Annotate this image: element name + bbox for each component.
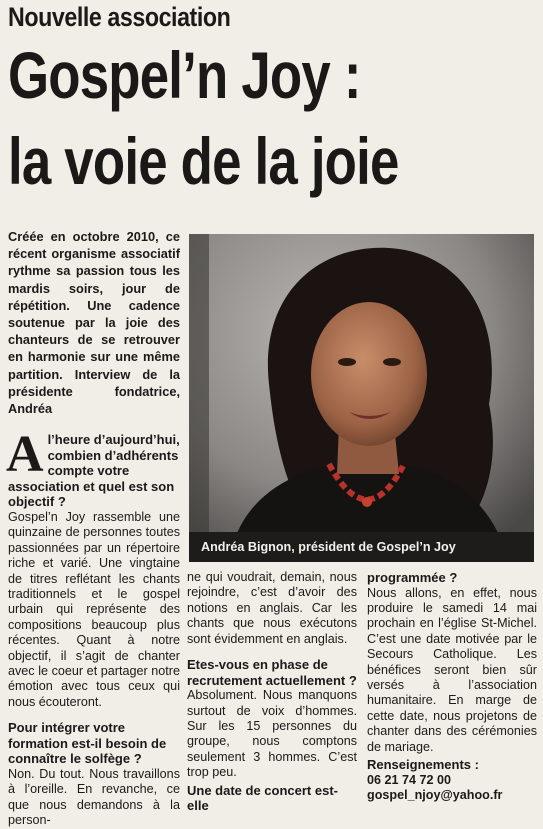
answer-3: Absolument. Nous manquons surtout de voix d’hommes. Sur les 15 personnes du groupe, nous comptons seulement 3 hommes. C’est trop peu. bbox=[187, 688, 357, 780]
kicker: Nouvelle association bbox=[8, 2, 231, 32]
question-3: Etes-vous en phase de recrutement actuellement ? bbox=[187, 657, 357, 688]
drop-cap: A bbox=[6, 426, 44, 483]
answer-4: Nous allons, en effet, nous produire le samedi 14 mai prochain en l’église St-Michel. C’est une date motivée par le Secours Catholique. Les bénéfices seront bien sûr versés à l’association humanitaire. En marge de cette date, nous projetons de chanter dans des cérémonies de mariage. bbox=[367, 585, 537, 754]
headline-line-2: la voie de la joie bbox=[8, 124, 399, 198]
question-4-continued: programmée ? bbox=[367, 570, 458, 585]
answer-1: Gospel’n Joy rassemble une quinzaine de personnes toutes passionnées par un répertoire riche et varié. Une vingtaine de titres reflétant les chants traditionnels et le gospel urbain qui représente des compositions beaucoup plus récentes. Quant à notre objectif, il s’agit de chanter avec le coeur et partager notre émotion avec tous ceux qui nous écouteront. bbox=[8, 509, 180, 709]
intro-text: Créée en octobre 2010, ce récent organisme associatif rythme sa passion tous les mardis soirs, jour de répétition. Une cadence soutenue par la joie des chanteurs de se retrouver en harmonie sur une même partition. Interview de la présidente fondatrice, Andréa bbox=[8, 229, 180, 417]
phone-number: 06 21 74 72 00 bbox=[367, 772, 452, 787]
photo-caption: Andréa Bignon, président de Gospel’n Joy bbox=[189, 532, 534, 562]
question-1-text: l’heure d’aujourd’hui, combien d’adhérents compte votre association et quel est son objectif ? bbox=[8, 432, 180, 510]
column-3 bbox=[367, 570, 537, 803]
column-2 bbox=[187, 570, 357, 814]
question-2: Pour intégrer votre formation est-il besoin de connaître le solfège ? bbox=[8, 720, 167, 767]
answer-2-continued: ne qui voudrait, demain, nous rejoindre, c’est d’avoir des notions en anglais. Car les chants que nous exécutons sont évidemment en anglais. bbox=[187, 570, 357, 646]
photo bbox=[189, 234, 534, 562]
column-1 bbox=[6, 426, 180, 829]
info-label: Renseignements : bbox=[367, 757, 479, 773]
question-4: Une date de concert est-elle bbox=[187, 782, 338, 814]
question-1 bbox=[6, 426, 180, 510]
headline-line-1: Gospel’n Joy : bbox=[8, 38, 361, 112]
answer-2: Non. Du tout. Nous travaillons à l’oreille. En revanche, ce que nous demandons à la person- bbox=[8, 767, 180, 828]
email-address[interactable]: gospel_njoy@yahoo.fr bbox=[367, 788, 503, 803]
portrait-illustration bbox=[189, 234, 534, 562]
